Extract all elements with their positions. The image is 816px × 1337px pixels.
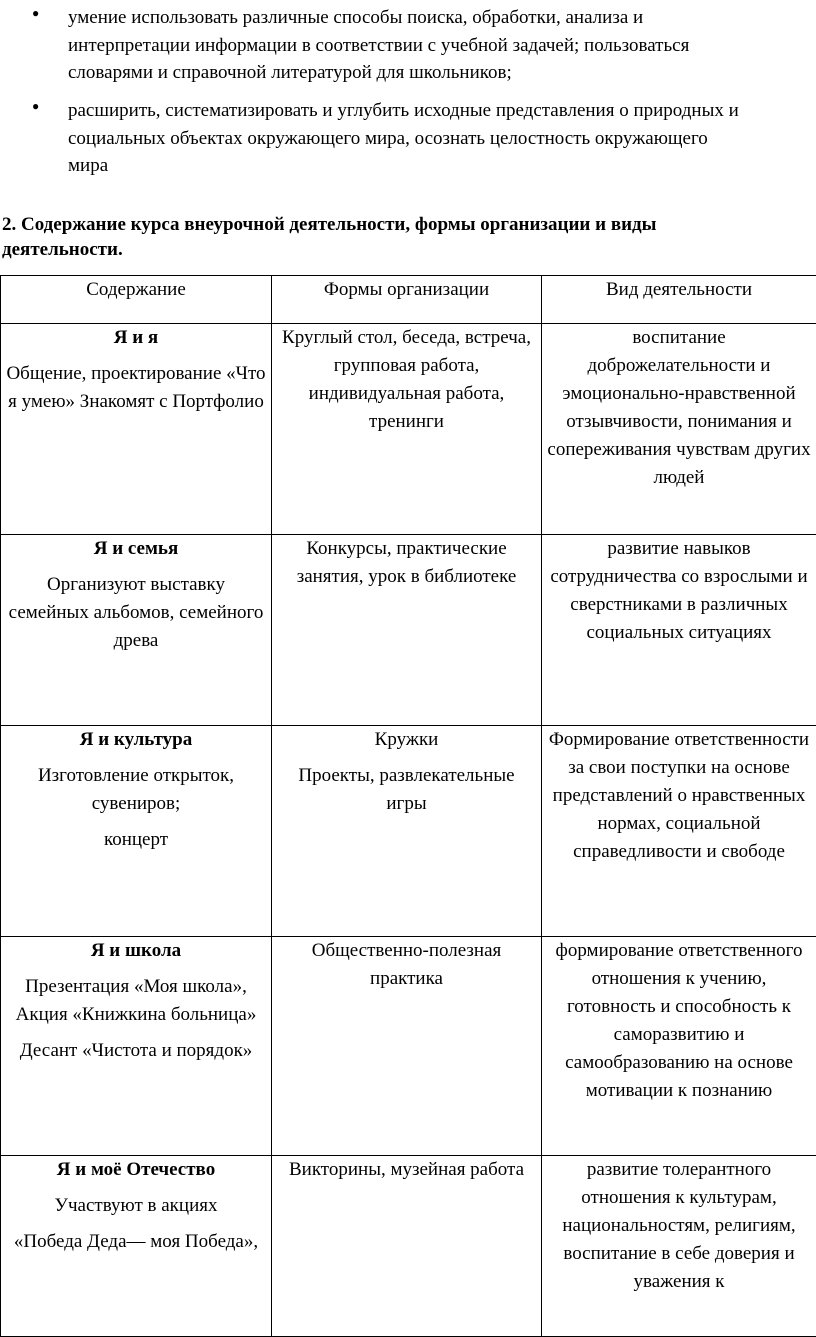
forms-cell <box>272 324 542 535</box>
bullet-line: словарями и справочной литературой для школьников; <box>68 59 813 87</box>
section-heading <box>2 212 792 262</box>
bullet-dot-icon: ● <box>32 99 39 114</box>
forms-text: Общественно-полезная практика <box>276 937 537 993</box>
activity-cell <box>542 535 816 726</box>
forms-text: Викторины, музейная работа <box>276 1156 537 1184</box>
activity-text: развитие навыков сотрудничества со взрослыми и сверстниками в различных социальных ситуациях <box>546 535 812 647</box>
content-text: Общение, проектирование «Что я умею» Знакомят с Портфолио <box>5 360 267 416</box>
bullet-text <box>68 97 813 180</box>
bullet-line: мира <box>68 152 813 180</box>
content-text: концерт <box>5 826 267 854</box>
topic-title: Я и я <box>5 324 267 352</box>
table-row <box>1 726 816 937</box>
activity-cell <box>542 1156 816 1337</box>
activity-text: формирование ответственного отношения к учению, готовность и способность к саморазвитию и самообразованию на основе мотивации к познанию <box>546 937 812 1105</box>
content-text: «Победа Деда— моя Победа», <box>5 1228 267 1256</box>
forms-cell <box>272 535 542 726</box>
header-cell-content: Содержание <box>1 276 272 324</box>
content-text: Организуют выставку семейных альбомов, семейного древа <box>5 571 267 655</box>
bullet-text <box>68 4 813 87</box>
content-cell <box>1 324 272 535</box>
content-text: Изготовление открыток, сувениров; <box>5 762 267 818</box>
bullet-line: интерпретации информации в соответствии с учебной задачей; пользоваться <box>68 32 813 60</box>
activity-cell <box>542 324 816 535</box>
table-row <box>1 535 816 726</box>
content-text: Участвуют в акциях <box>5 1192 267 1220</box>
forms-text: Круглый стол, беседа, встреча, групповая работа, индивидуальная работа, тренинги <box>276 324 537 436</box>
section-heading-line: деятельности. <box>2 237 792 262</box>
forms-text: Кружки <box>276 726 537 754</box>
header-cell-activity: Вид деятельности <box>542 276 816 324</box>
activity-text: развитие толерантного отношения к культурам, национальностям, религиям, воспитание в себе доверия и уважения к <box>546 1156 812 1296</box>
topic-title: Я и семья <box>5 535 267 563</box>
content-cell <box>1 937 272 1156</box>
section-heading-line: 2. Содержание курса внеурочной деятельности, формы организации и виды <box>2 212 792 237</box>
content-cell <box>1 535 272 726</box>
activity-text: Формирование ответственности за свои поступки на основе представлений о нравственных нормах, социальной справедливости и свободе <box>546 726 812 866</box>
forms-text: Проекты, развлекательные игры <box>276 762 537 818</box>
forms-text: Конкурсы, практические занятия, урок в библиотеке <box>276 535 537 591</box>
content-text: Десант «Чистота и порядок» <box>5 1037 267 1065</box>
table-row <box>1 1156 816 1337</box>
bullet-dot-icon: ● <box>32 6 39 21</box>
topic-title: Я и культура <box>5 726 267 754</box>
bullet-line: умение использовать различные способы поиска, обработки, анализа и <box>68 4 813 32</box>
content-table <box>0 275 816 1337</box>
activity-text: воспитание доброжелательности и эмоционально-нравственной отзывчивости, понимания и сопереживания чувствам других людей <box>546 324 812 492</box>
topic-title: Я и моё Отечество <box>5 1156 267 1184</box>
forms-cell <box>272 726 542 937</box>
forms-cell <box>272 1156 542 1337</box>
table-header-row <box>1 276 816 324</box>
table-row <box>1 937 816 1156</box>
bullet-line: социальных объектах окружающего мира, осознать целостность окружающего <box>68 125 813 153</box>
table-row <box>1 324 816 535</box>
content-text: Презентация «Моя школа», Акция «Книжкина больница» <box>5 973 267 1029</box>
content-cell <box>1 726 272 937</box>
bullet-line: расширить, систематизировать и углубить исходные представления о природных и <box>68 97 813 125</box>
header-cell-forms: Формы организации <box>272 276 542 324</box>
content-cell <box>1 1156 272 1337</box>
topic-title: Я и школа <box>5 937 267 965</box>
activity-cell <box>542 937 816 1156</box>
activity-cell <box>542 726 816 937</box>
forms-cell <box>272 937 542 1156</box>
